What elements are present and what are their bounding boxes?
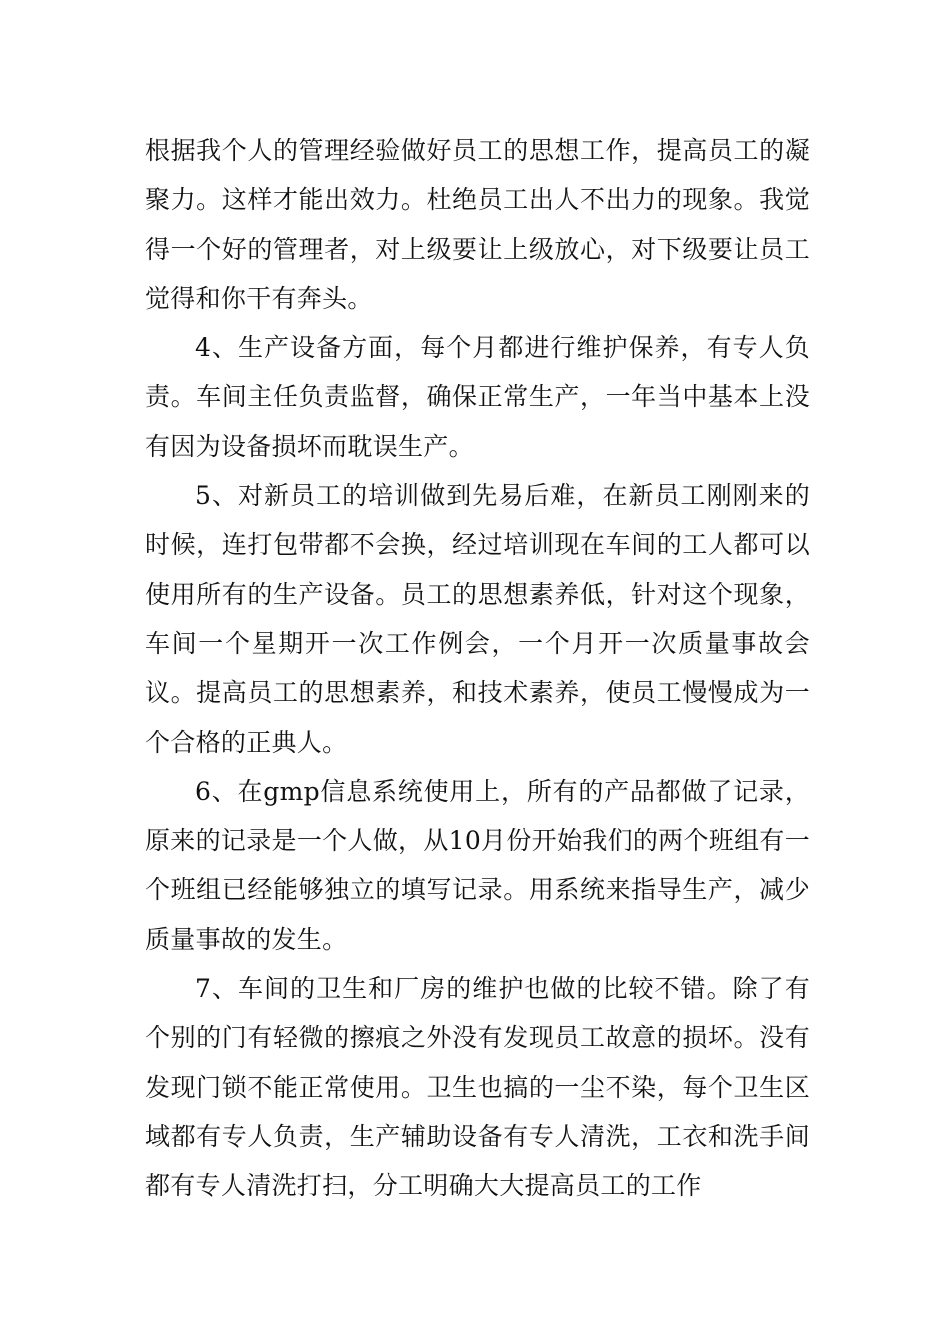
- paragraph-continuation: 根据我个人的管理经验做好员工的思想工作，提高员工的凝聚力。这样才能出效力。杜绝员工出人不出力的现象。我觉得一个好的管理者，对上级要让上级放心，对下级要让员工觉得和你干有奔头。: [145, 136, 810, 313]
- paragraph-item-6: 6、在gmp信息系统使用上，所有的产品都做了记录，原来的记录是一个人做，从10月份开始我们的两个班组有一个班组已经能够独立的填写记录。用系统来指导生产，减少质量事故的发生。: [145, 776, 810, 954]
- paragraph-item-5: 5、对新员工的培训做到先易后难，在新员工刚刚来的时候，连打包带都不会换，经过培训现在车间的工人都可以使用所有的生产设备。员工的思想素养低，针对这个现象，车间一个星期开一次工作例会，一个月开一次质量事故会议。提高员工的思想素养，和技术素养，使员工慢慢成为一个合格的正典人。: [145, 481, 810, 757]
- paragraph-item-7: 7、车间的卫生和厂房的维护也做的比较不错。除了有个别的门有轻微的擦痕之外没有发现员工故意的损坏。没有发现门锁不能正常使用。卫生也搞的一尘不染，每个卫生区域都有专人负责，生产辅助设备有专人清洗，工衣和洗手间都有专人清洗打扫，分工明确大大提高员工的工作: [145, 974, 810, 1201]
- document-body: [145, 126, 810, 1211]
- paragraph-item-4: 4、生产设备方面，每个月都进行维护保养，有专人负责。车间主任负责监督，确保正常生产，一年当中基本上没有因为设备损坏而耽误生产。: [145, 333, 810, 461]
